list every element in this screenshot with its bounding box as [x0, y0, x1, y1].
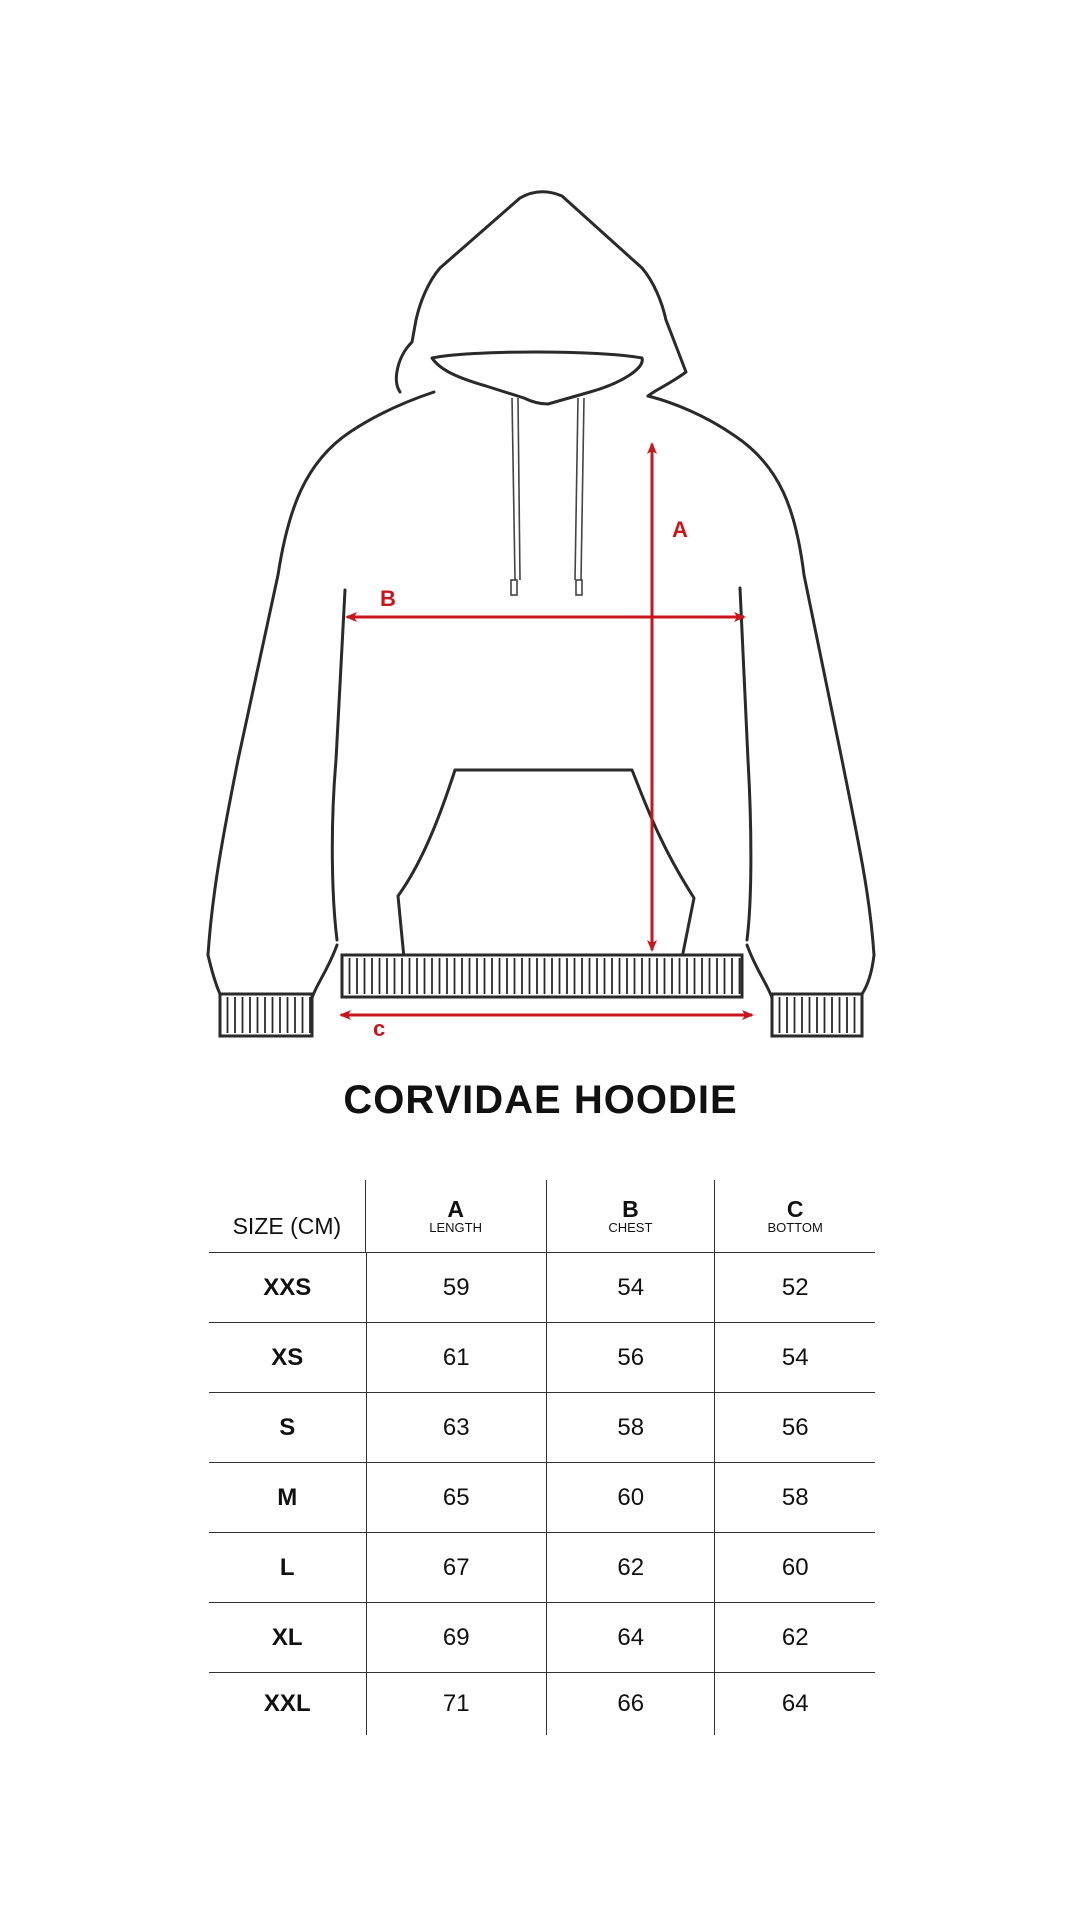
size-cell: S — [209, 1393, 367, 1462]
table-row — [209, 1463, 875, 1533]
measure-c-label: c — [373, 1016, 386, 1041]
table-row — [209, 1253, 875, 1323]
length-cell: 65 — [367, 1463, 547, 1532]
header-col-b-letter: B — [622, 1196, 639, 1222]
length-cell: 69 — [367, 1603, 547, 1672]
chest-cell: 66 — [547, 1673, 716, 1735]
bottom-cell: 60 — [781, 1553, 809, 1581]
hem-ribbing — [342, 955, 742, 997]
length-cell: 61 — [367, 1323, 547, 1392]
size-cell: XXL — [209, 1673, 367, 1735]
header-col-b-name: CHEST — [608, 1220, 653, 1235]
table-row — [209, 1323, 875, 1393]
header-col-a — [366, 1180, 547, 1252]
header-col-a-name: LENGTH — [429, 1220, 482, 1235]
length-cell: 67 — [367, 1533, 547, 1602]
size-cell: M — [209, 1463, 367, 1532]
header-col-c-name: BOTTOM — [767, 1220, 823, 1235]
header-col-c-letter: C — [786, 1196, 804, 1222]
size-cell: XL — [209, 1603, 367, 1672]
drawstrings — [511, 398, 584, 595]
product-title: CORVIDAE HOODIE — [343, 1078, 738, 1122]
table-row — [209, 1393, 875, 1463]
table-row — [209, 1533, 875, 1603]
bottom-cell: 64 — [781, 1690, 809, 1717]
header-col-c — [715, 1180, 875, 1252]
size-cell: XS — [209, 1323, 367, 1392]
length-cell: 71 — [367, 1673, 547, 1735]
chest-cell: 56 — [547, 1323, 716, 1392]
chest-cell: 64 — [547, 1603, 716, 1672]
length-cell: 59 — [367, 1253, 547, 1322]
chest-cell: 58 — [547, 1393, 716, 1462]
table-row — [209, 1603, 875, 1673]
table-header-row — [209, 1180, 875, 1253]
size-cell: XXS — [209, 1253, 367, 1322]
chest-cell: 60 — [547, 1463, 716, 1532]
chest-cell: 62 — [547, 1533, 716, 1602]
measure-b-label: B — [380, 586, 396, 611]
bottom-cell: 54 — [781, 1343, 809, 1371]
header-col-b — [547, 1180, 716, 1252]
bottom-cell: 56 — [781, 1413, 809, 1441]
length-cell: 63 — [367, 1393, 547, 1462]
size-chart-table — [209, 1180, 875, 1735]
left-cuff — [220, 994, 312, 1036]
bottom-cell: 58 — [781, 1483, 809, 1511]
hoodie-outline — [208, 192, 874, 998]
size-cell: L — [209, 1533, 367, 1602]
bottom-cell: 52 — [781, 1273, 809, 1301]
right-cuff — [772, 994, 862, 1036]
header-col-a-letter: A — [447, 1196, 464, 1222]
header-size-label: SIZE (CM) — [232, 1213, 342, 1239]
header-size — [209, 1180, 366, 1252]
measure-a-label: A — [672, 517, 688, 542]
table-row — [209, 1673, 875, 1735]
bottom-cell: 62 — [781, 1623, 809, 1651]
chest-cell: 54 — [547, 1253, 716, 1322]
